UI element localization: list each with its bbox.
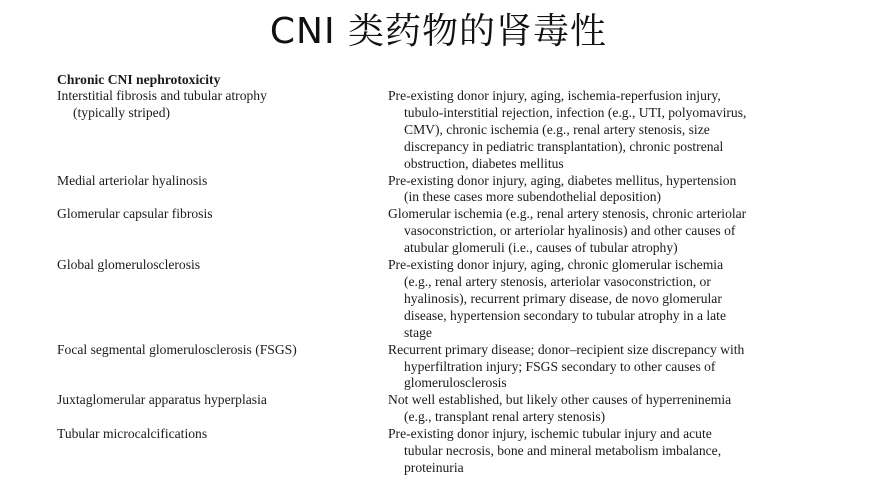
cause-line: disease, hypertension secondary to tubular atrophy in a late: [404, 307, 726, 323]
cause-line: Pre-existing donor injury, aging, chronic glomerular ischemia: [388, 257, 724, 273]
finding-line: Focal segmental glomerulosclerosis (FSGS): [57, 341, 297, 357]
causes-cell: [388, 88, 838, 173]
cause-line: tubular necrosis, bone and mineral metabolism imbalance,: [404, 443, 722, 459]
causes-cell: [388, 426, 838, 477]
causes-cell: [388, 257, 838, 342]
table-row: [57, 426, 857, 477]
finding-line: Tubular microcalcifications: [57, 426, 208, 442]
finding-cell: [57, 342, 388, 393]
causes-cell: [388, 342, 838, 393]
cause-line: tubulo-interstitial rejection, infection (e.g., UTI, polyomavirus,: [404, 104, 747, 120]
nephrotoxicity-table: [57, 71, 857, 477]
cause-line: Pre-existing donor injury, aging, diabetes mellitus, hypertension: [388, 172, 737, 188]
finding-line: Global glomerulosclerosis: [57, 257, 201, 273]
finding-cell: [57, 88, 388, 173]
cause-line: CMV), chronic ischemia (e.g., renal artery stenosis, size: [404, 121, 710, 137]
finding-line: Interstitial fibrosis and tubular atrophy: [57, 88, 267, 103]
cause-line: (in these cases more subendothelial deposition): [404, 189, 662, 205]
table-row: [57, 173, 857, 207]
finding-line: Medial arteriolar hyalinosis: [57, 172, 208, 188]
table-row: [57, 257, 857, 342]
finding-line: Juxtaglomerular apparatus hyperplasia: [57, 392, 267, 408]
table-row: [57, 206, 857, 257]
finding-cell: [57, 257, 388, 342]
finding-cell: [57, 173, 388, 207]
cause-line: hyperfiltration injury; FSGS secondary to other causes of: [404, 358, 716, 374]
cause-line: hyalinosis), recurrent primary disease, de novo glomerular: [404, 290, 722, 306]
cause-line: Not well established, but likely other causes of hyperreninemia: [388, 392, 732, 408]
finding-line: (typically striped): [73, 104, 171, 120]
table-row: [57, 342, 857, 393]
table-row: [57, 392, 857, 426]
cause-line: obstruction, diabetes mellitus: [404, 155, 564, 171]
finding-cell: [57, 426, 388, 477]
finding-cell: [57, 392, 388, 426]
finding-line: Glomerular capsular fibrosis: [57, 206, 213, 222]
cause-line: glomerulosclerosis: [404, 375, 507, 391]
cause-line: atubular glomeruli (i.e., causes of tubular atrophy): [404, 240, 678, 256]
cause-line: Pre-existing donor injury, aging, ischemia-reperfusion injury,: [388, 88, 721, 103]
cause-line: Pre-existing donor injury, ischemic tubular injury and acute: [388, 426, 712, 442]
cause-line: (e.g., renal artery stenosis, arteriolar vasoconstriction, or: [404, 273, 711, 289]
finding-cell: [57, 206, 388, 257]
section-heading: Chronic CNI nephrotoxicity: [57, 72, 221, 87]
cause-line: stage: [404, 324, 432, 340]
cause-line: Glomerular ischemia (e.g., renal artery stenosis, chronic arteriolar: [388, 206, 747, 222]
cause-line: vasoconstriction, or arteriolar hyalinosis) and other causes of: [404, 223, 736, 239]
table-row: [57, 88, 857, 173]
slide-title: CNI 类药物的肾毒性: [269, 11, 608, 52]
causes-cell: [388, 206, 838, 257]
cause-line: Recurrent primary disease; donor–recipient size discrepancy with: [388, 341, 745, 357]
causes-cell: [388, 392, 838, 426]
cause-line: discrepancy in pediatric transplantation), chronic postrenal: [404, 138, 724, 154]
causes-cell: [388, 173, 838, 207]
cause-line: (e.g., transplant renal artery stenosis): [404, 409, 606, 425]
cause-line: proteinuria: [404, 459, 464, 475]
